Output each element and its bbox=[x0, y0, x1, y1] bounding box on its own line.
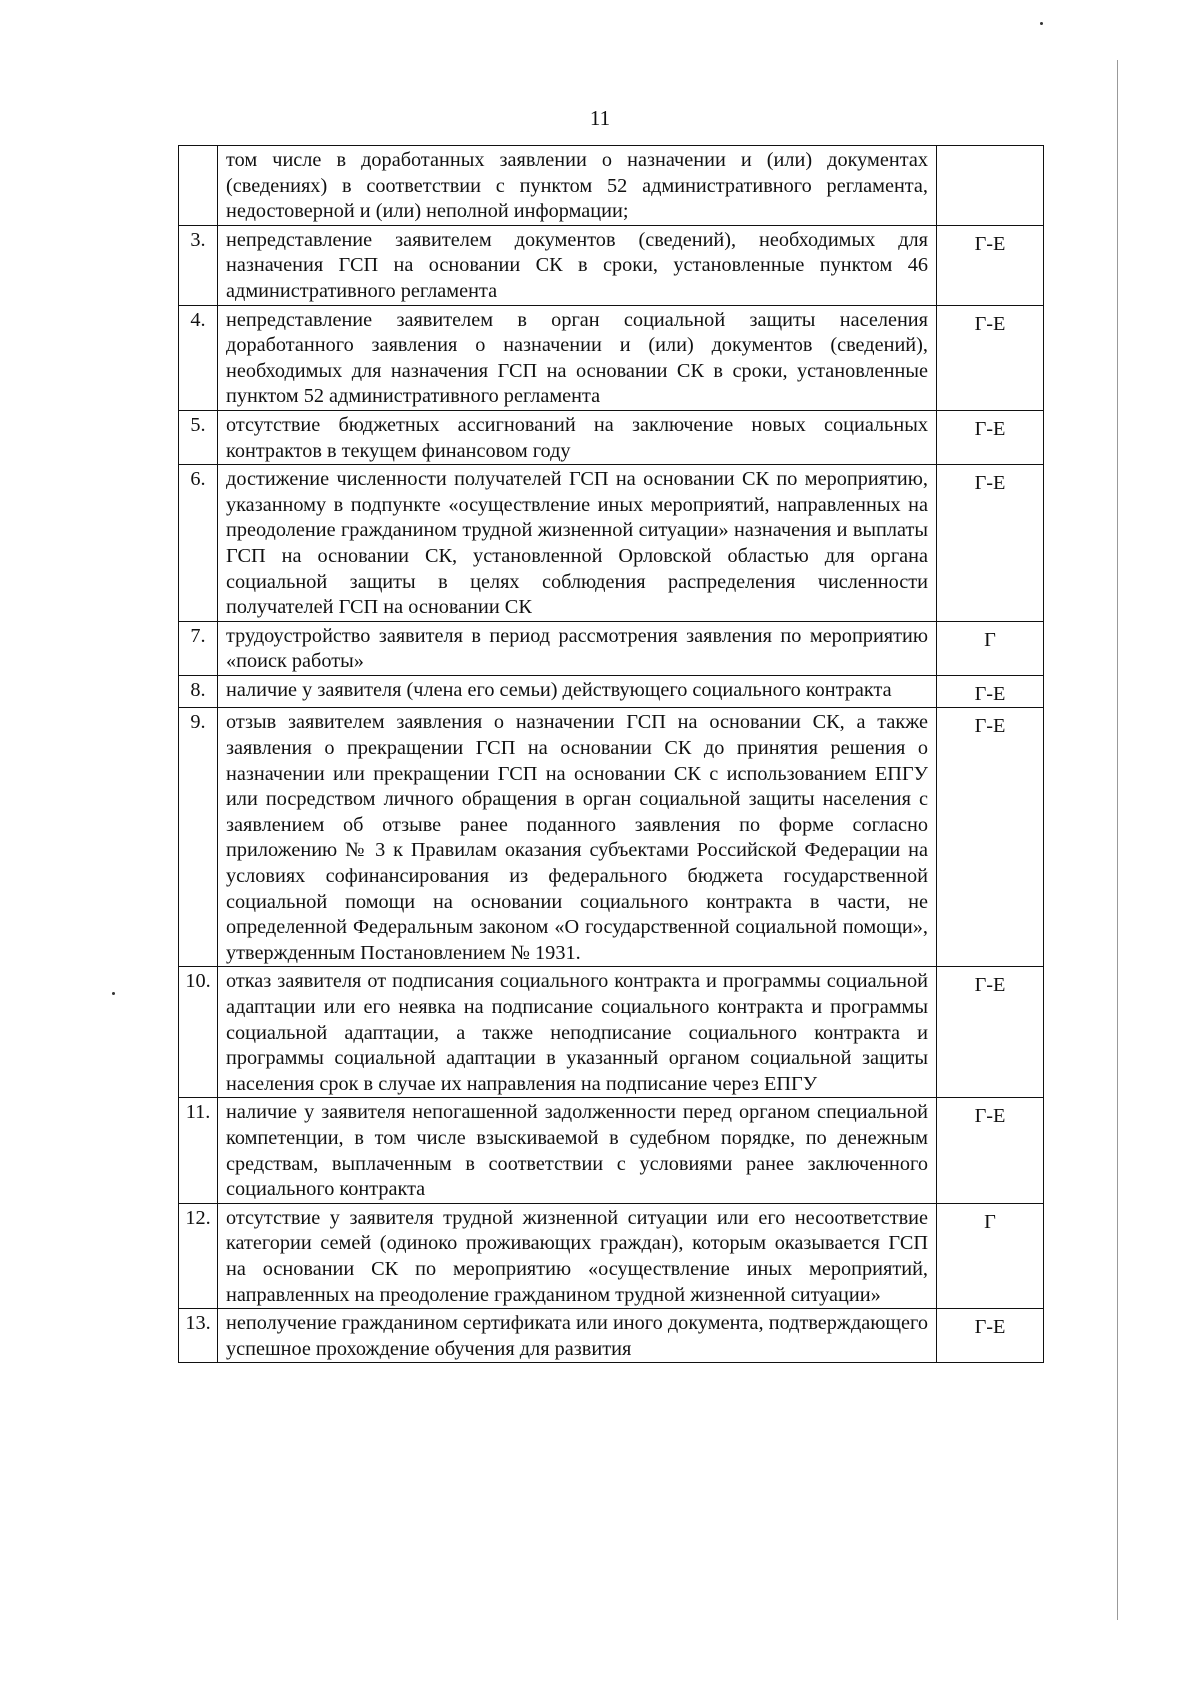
scan-edge-line bbox=[1117, 60, 1118, 1620]
row-text: наличие у заявителя непогашенной задолженности перед органом специальной компетенции, в том числе взыскиваемой в судебном порядке, по денежным средствам, выплаченным в соответствии с условиями ранее заключенного социального контракта bbox=[218, 1098, 937, 1203]
row-text: неполучение гражданином сертификата или иного документа, подтверждающего успешное прохождение обучения для развития bbox=[218, 1309, 937, 1363]
row-code: Г-Е bbox=[937, 675, 1044, 708]
row-text: непредставление заявителем в орган социальной защиты населения доработанного заявления о назначении и (или) документов (сведений), необходимых для назначения ГСП на основании СК в сроки, установленные пунктом 52 административного регламента bbox=[218, 305, 937, 410]
row-text: достижение численности получателей ГСП на основании СК по мероприятию, указанному в подпункте «осуществление иных мероприятий, направленных на преодоление гражданином трудной жизненной ситуации» назначения и выплаты ГСП на основании СК, установленной Орловской областью для органа социальной защиты в целях соблюдения распределения численности получателей ГСП на основании СК bbox=[218, 465, 937, 622]
table-row bbox=[179, 1203, 1044, 1308]
row-code: Г-Е bbox=[937, 1309, 1044, 1363]
row-text: отзыв заявителем заявления о назначении ГСП на основании СК, а также заявления о прекращении ГСП на основании СК до принятия решения о назначении или прекращении ГСП на основании СК с использованием ЕПГУ или посредством личного обращения в орган социальной защиты населения с заявлением об отзыве ранее поданного заявления по форме согласно приложению № 3 к Правилам оказания субъектами Российской Федерации на условиях софинансирования из федерального бюджета государственной социальной помощи на основании социального контракта в части, не определенной Федеральным законом «О государственной социальной помощи», утвержденным Постановлением № 1931. bbox=[218, 708, 937, 967]
row-number: 12. bbox=[179, 1203, 218, 1308]
row-code: Г-Е bbox=[937, 410, 1044, 464]
row-code: Г-Е bbox=[937, 708, 1044, 967]
row-number: 8. bbox=[179, 675, 218, 708]
row-code: Г-Е bbox=[937, 967, 1044, 1098]
scan-speck bbox=[1040, 22, 1043, 25]
table-row bbox=[179, 967, 1044, 1098]
row-code: Г bbox=[937, 621, 1044, 675]
row-code: Г bbox=[937, 1203, 1044, 1308]
table-row bbox=[179, 146, 1044, 226]
grounds-table bbox=[178, 145, 1044, 1363]
table-row bbox=[179, 225, 1044, 305]
row-code: Г-Е bbox=[937, 1098, 1044, 1203]
row-code bbox=[937, 146, 1044, 226]
row-text: отказ заявителя от подписания социального контракта и программы социальной адаптации или его неявка на подписание социального контракта и программы социальной адаптации, а также неподписание социального контракта и программы социальной адаптации в указанный органом социальной защиты населения срок в случае их направления на подписание через ЕПГУ bbox=[218, 967, 937, 1098]
page-number: 11 bbox=[589, 106, 611, 130]
table-row bbox=[179, 465, 1044, 622]
row-text: наличие у заявителя (члена его семьи) действующего социального контракта bbox=[218, 675, 937, 708]
row-text: отсутствие бюджетных ассигнований на заключение новых социальных контрактов в текущем финансовом году bbox=[218, 410, 937, 464]
row-number: 3. bbox=[179, 225, 218, 305]
table-row bbox=[179, 675, 1044, 708]
row-number: 6. bbox=[179, 465, 218, 622]
row-number: 11. bbox=[179, 1098, 218, 1203]
table-row bbox=[179, 1098, 1044, 1203]
row-code: Г-Е bbox=[937, 305, 1044, 410]
row-number: 4. bbox=[179, 305, 218, 410]
row-number bbox=[179, 146, 218, 226]
row-code: Г-Е bbox=[937, 225, 1044, 305]
row-text: трудоустройство заявителя в период рассмотрения заявления по мероприятию «поиск работы» bbox=[218, 621, 937, 675]
row-number: 5. bbox=[179, 410, 218, 464]
row-number: 13. bbox=[179, 1309, 218, 1363]
row-code: Г-Е bbox=[937, 465, 1044, 622]
row-number: 7. bbox=[179, 621, 218, 675]
table-row bbox=[179, 410, 1044, 464]
scan-speck bbox=[112, 992, 115, 995]
row-number: 9. bbox=[179, 708, 218, 967]
row-text: непредставление заявителем документов (сведений), необходимых для назначения ГСП на основании СК в сроки, установленные пунктом 46 административного регламента bbox=[218, 225, 937, 305]
row-text: том числе в доработанных заявлении о назначении и (или) документах (сведениях) в соответствии с пунктом 52 административного регламента, недостоверной и (или) неполной информации; bbox=[218, 146, 937, 226]
table-row bbox=[179, 305, 1044, 410]
table-row bbox=[179, 1309, 1044, 1363]
table-row bbox=[179, 621, 1044, 675]
row-number: 10. bbox=[179, 967, 218, 1098]
table-row bbox=[179, 708, 1044, 967]
row-text: отсутствие у заявителя трудной жизненной ситуации или его несоответствие категории семей (одиноко проживающих граждан), которым оказывается ГСП на основании СК по мероприятию «осуществление иных мероприятий, направленных на преодоление гражданином трудной жизненной ситуации» bbox=[218, 1203, 937, 1308]
